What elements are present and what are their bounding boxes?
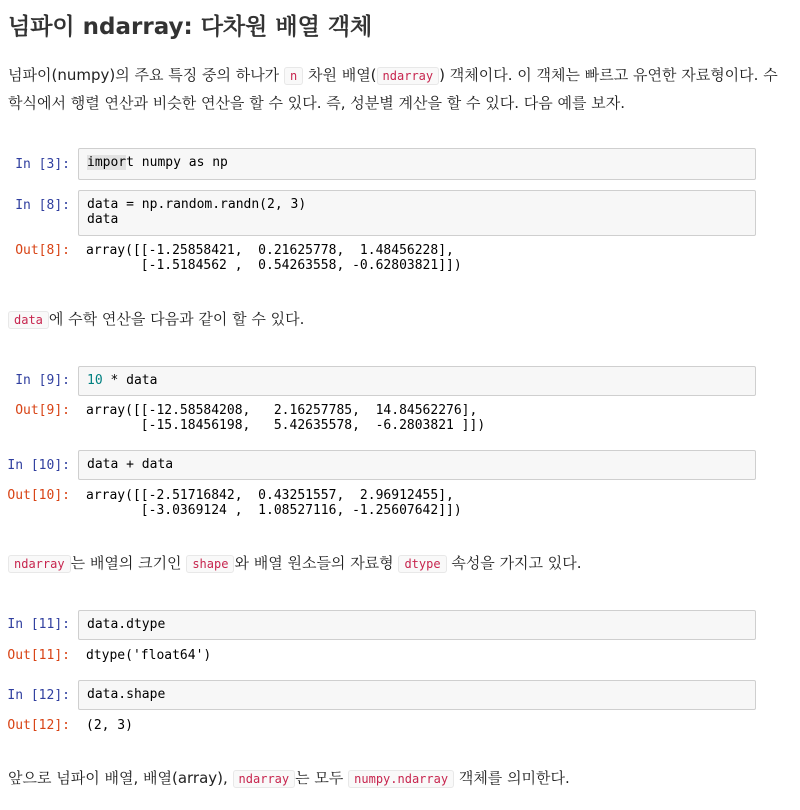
in-prompt-8: In [8]:: [15, 198, 70, 213]
in-prompt-9: In [9]:: [15, 373, 70, 388]
out-prompt-9: Out[9]:: [15, 403, 70, 418]
output-8: array([[-1.25858421, 0.21625778, 1.48456228], [-1.5184562 , 0.54263558, -0.62803821]]): [86, 243, 462, 273]
inline-code-numpy-ndarray: numpy.ndarray: [348, 770, 454, 788]
paragraph-conclusion: 앞으로 넘파이 배열, 배열(array), ndarray 는 모두 numpy.ndarray 객체를 의미한다.: [8, 769, 570, 787]
page-title: 넘파이 ndarray: 다차원 배열 객체: [8, 14, 373, 40]
inline-code-ndarray: ndarray: [377, 67, 440, 85]
paragraph-attributes: ndarray 는 배열의 크기인 shape 와 배열 원소들의 자료형 dtype 속성을 가지고 있다.: [8, 550, 790, 578]
intro-paragraph: 넘파이(numpy)의 주요 특징 중의 하나가 n 차원 배열( ndarray ) 객체이다. 이 객체는 빠르고 유연한 자료형이다. 수학식에서 행렬 연산과 비슷한 연산을 할 수 있다. 즉, 성분별 계산을 할 수 있다. 다음 예를 보자.: [8, 66, 778, 112]
out-prompt-8: Out[8]:: [15, 243, 70, 258]
inline-code-dtype: dtype: [398, 555, 446, 573]
code-cell-10[interactable]: data + data: [78, 450, 756, 480]
inline-code-ndarray-2: ndarray: [8, 555, 71, 573]
inline-code-n: n: [284, 67, 303, 85]
output-11: dtype('float64'): [86, 648, 212, 663]
inline-code-shape: shape: [186, 555, 234, 573]
output-12: (2, 3): [86, 718, 133, 733]
code-cell-3[interactable]: import numpy as np: [78, 148, 756, 180]
inline-code-ndarray-3: ndarray: [233, 770, 296, 788]
code-cell-12[interactable]: data.shape: [78, 680, 756, 710]
code-cell-9[interactable]: 10 * data: [78, 366, 756, 396]
inline-code-data: data: [8, 311, 49, 329]
code-cell-11[interactable]: data.dtype: [78, 610, 756, 640]
code-cell-8[interactable]: data = np.random.randn(2, 3) data: [78, 190, 756, 236]
output-10: array([[-2.51716842, 0.43251557, 2.96912455], [-3.0369124 , 1.08527116, -1.25607642]]): [86, 488, 462, 518]
in-prompt-3: In [3]:: [15, 157, 70, 172]
out-prompt-11: Out[11]:: [7, 648, 70, 663]
in-prompt-12: In [12]:: [7, 688, 70, 703]
out-prompt-10: Out[10]:: [7, 488, 70, 503]
in-prompt-10: In [10]:: [7, 458, 70, 473]
out-prompt-12: Out[12]:: [7, 718, 70, 733]
paragraph-data-ops: data 에 수학 연산을 다음과 같이 할 수 있다.: [8, 306, 790, 334]
in-prompt-11: In [11]:: [7, 617, 70, 632]
output-9: array([[-12.58584208, 2.16257785, 14.84562276], [-15.18456198, 5.42635578, -6.2803821 ]]): [86, 403, 486, 433]
